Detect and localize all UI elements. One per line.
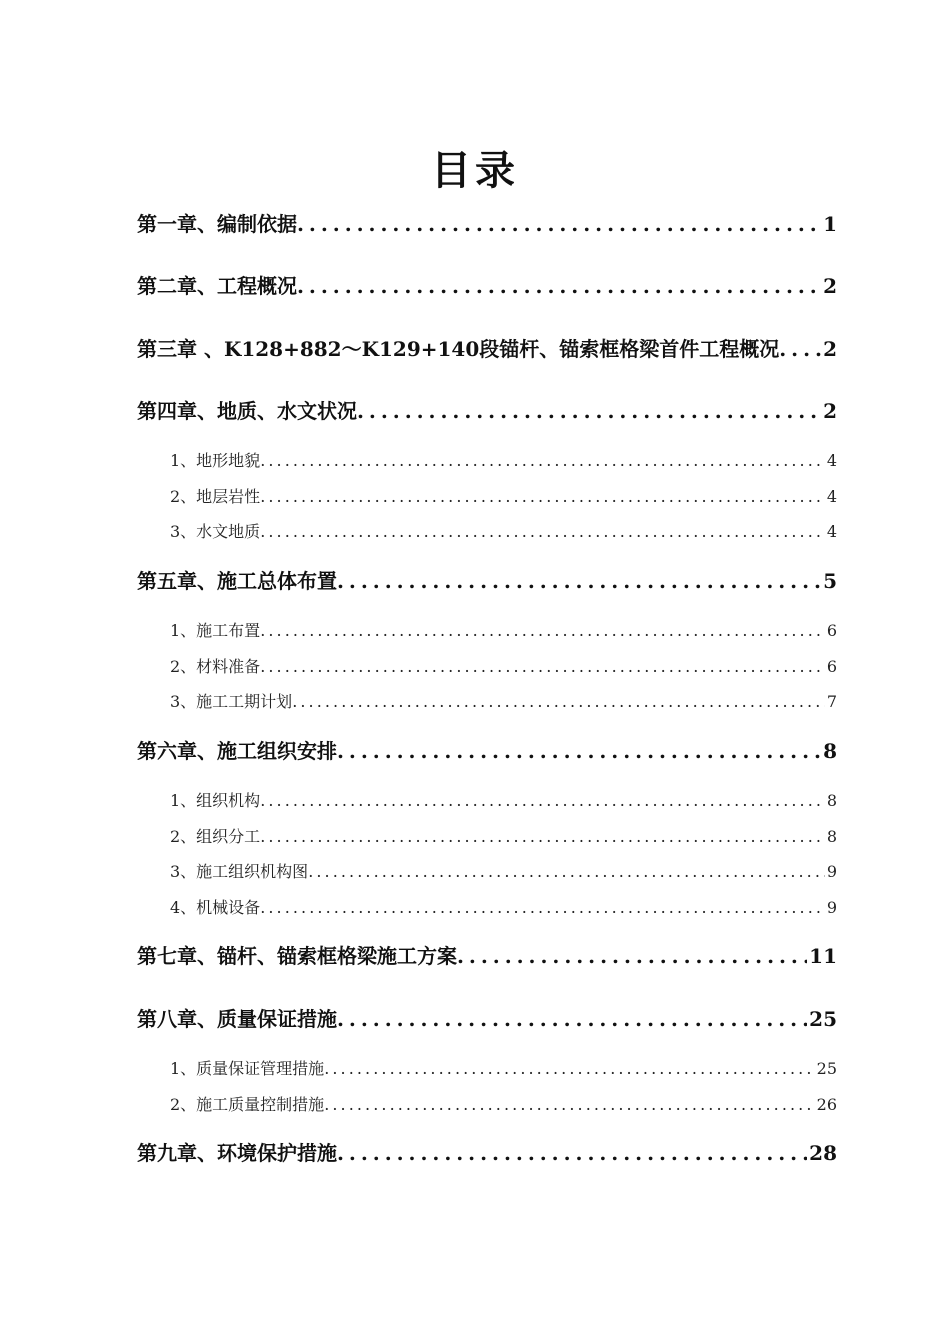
toc-page-number: 9 xyxy=(826,862,837,881)
toc-leader-dots xyxy=(292,691,825,713)
toc-entry-label: 2、材料准备 xyxy=(170,657,261,676)
toc-page-number: 8 xyxy=(826,791,837,810)
toc-entry-label: 第三章 、K128+882～K129+140段锚杆、锚索框格梁首件工程概况 xyxy=(137,337,780,361)
toc-entry-label: 第九章、环境保护措施 xyxy=(137,1141,337,1165)
toc-chapter-1[interactable] xyxy=(137,210,837,238)
toc-section-8-2[interactable] xyxy=(170,1094,837,1116)
toc-leader-dots xyxy=(260,656,825,678)
toc-page-number: 6 xyxy=(826,657,837,676)
toc-page-number: 11 xyxy=(809,944,837,968)
toc-leader-dots xyxy=(457,942,807,970)
toc-chapter-5[interactable] xyxy=(137,567,837,595)
toc-leader-dots xyxy=(779,335,821,363)
toc-page-number: 25 xyxy=(816,1059,837,1078)
toc-chapter-9[interactable] xyxy=(137,1139,837,1167)
toc-entry-label: 2、组织分工 xyxy=(170,827,261,846)
toc-chapter-8[interactable] xyxy=(137,1005,837,1033)
toc-section-5-2[interactable] xyxy=(170,656,837,678)
toc-page-number: 8 xyxy=(826,827,837,846)
toc-leader-dots xyxy=(260,790,825,812)
toc-leader-dots xyxy=(260,521,825,543)
toc-page-number: 6 xyxy=(826,621,837,640)
toc-entry-label: 1、组织机构 xyxy=(170,791,261,810)
toc-section-6-2[interactable] xyxy=(170,826,837,848)
toc-leader-dots xyxy=(297,210,821,238)
toc-page-number: 2 xyxy=(823,274,837,298)
toc-entry-label: 2、施工质量控制措施 xyxy=(170,1095,325,1114)
toc-leader-dots xyxy=(324,1058,814,1080)
toc-page-number: 2 xyxy=(823,337,837,361)
toc-page-number: 25 xyxy=(809,1007,837,1031)
toc-leader-dots xyxy=(260,826,825,848)
toc-leader-dots xyxy=(297,272,821,300)
toc-entry-label: 3、水文地质 xyxy=(170,522,261,541)
toc-entry-label: 1、地形地貌 xyxy=(170,451,261,470)
toc-page-number: 4 xyxy=(826,487,837,506)
toc-leader-dots xyxy=(337,737,821,765)
toc-leader-dots xyxy=(260,450,825,472)
toc-section-6-3[interactable] xyxy=(170,861,837,883)
toc-section-8-1[interactable] xyxy=(170,1058,837,1080)
toc-section-5-1[interactable] xyxy=(170,620,837,642)
toc-section-4-1[interactable] xyxy=(170,450,837,472)
toc-section-6-4[interactable] xyxy=(170,897,837,919)
toc-chapter-7[interactable] xyxy=(137,942,837,970)
toc-section-5-3[interactable] xyxy=(170,691,837,713)
toc-leader-dots xyxy=(260,486,825,508)
toc-entry-label: 第四章、地质、水文状况 xyxy=(137,399,357,423)
toc-page-number: 28 xyxy=(809,1141,837,1165)
toc-page-number: 4 xyxy=(826,451,837,470)
toc-entry-label: 4、机械设备 xyxy=(170,898,261,917)
toc-leader-dots xyxy=(260,620,825,642)
toc-entry-label: 第八章、质量保证措施 xyxy=(137,1007,337,1031)
toc-section-4-2[interactable] xyxy=(170,486,837,508)
toc-entry-label: 第五章、施工总体布置 xyxy=(137,569,337,593)
toc-leader-dots xyxy=(357,397,821,425)
toc-entry-label: 第七章、锚杆、锚索框格梁施工方案 xyxy=(137,944,457,968)
toc-page-number: 5 xyxy=(823,569,837,593)
toc-entry-label: 2、地层岩性 xyxy=(170,487,261,506)
toc-leader-dots xyxy=(324,1094,814,1116)
toc-entry-label: 3、施工工期计划 xyxy=(170,692,293,711)
toc-page-number: 26 xyxy=(816,1095,837,1114)
toc-chapter-6[interactable] xyxy=(137,737,837,765)
toc-page-number: 1 xyxy=(823,212,837,236)
toc-leader-dots xyxy=(337,567,821,595)
toc-page-number: 9 xyxy=(826,898,837,917)
toc-section-4-3[interactable] xyxy=(170,521,837,543)
toc-entry-label: 1、施工布置 xyxy=(170,621,261,640)
toc-entry-label: 1、质量保证管理措施 xyxy=(170,1059,325,1078)
toc-section-6-1[interactable] xyxy=(170,790,837,812)
toc-leader-dots xyxy=(260,897,825,919)
toc-chapter-2[interactable] xyxy=(137,272,837,300)
toc-page-number: 7 xyxy=(826,692,837,711)
toc-chapter-4[interactable] xyxy=(137,397,837,425)
toc-leader-dots xyxy=(308,861,825,883)
page-title: 目录 xyxy=(431,147,519,194)
toc-entry-label: 第一章、编制依据 xyxy=(137,212,297,236)
toc-leader-dots xyxy=(337,1139,807,1167)
toc-chapter-3[interactable] xyxy=(137,335,837,363)
toc-page-number: 8 xyxy=(823,739,837,763)
toc-entry-label: 第六章、施工组织安排 xyxy=(137,739,337,763)
toc-entry-label: 3、施工组织机构图 xyxy=(170,862,309,881)
toc-page-number: 4 xyxy=(826,522,837,541)
toc-leader-dots xyxy=(337,1005,807,1033)
toc-entry-label: 第二章、工程概况 xyxy=(137,274,297,298)
toc-page-number: 2 xyxy=(823,399,837,423)
